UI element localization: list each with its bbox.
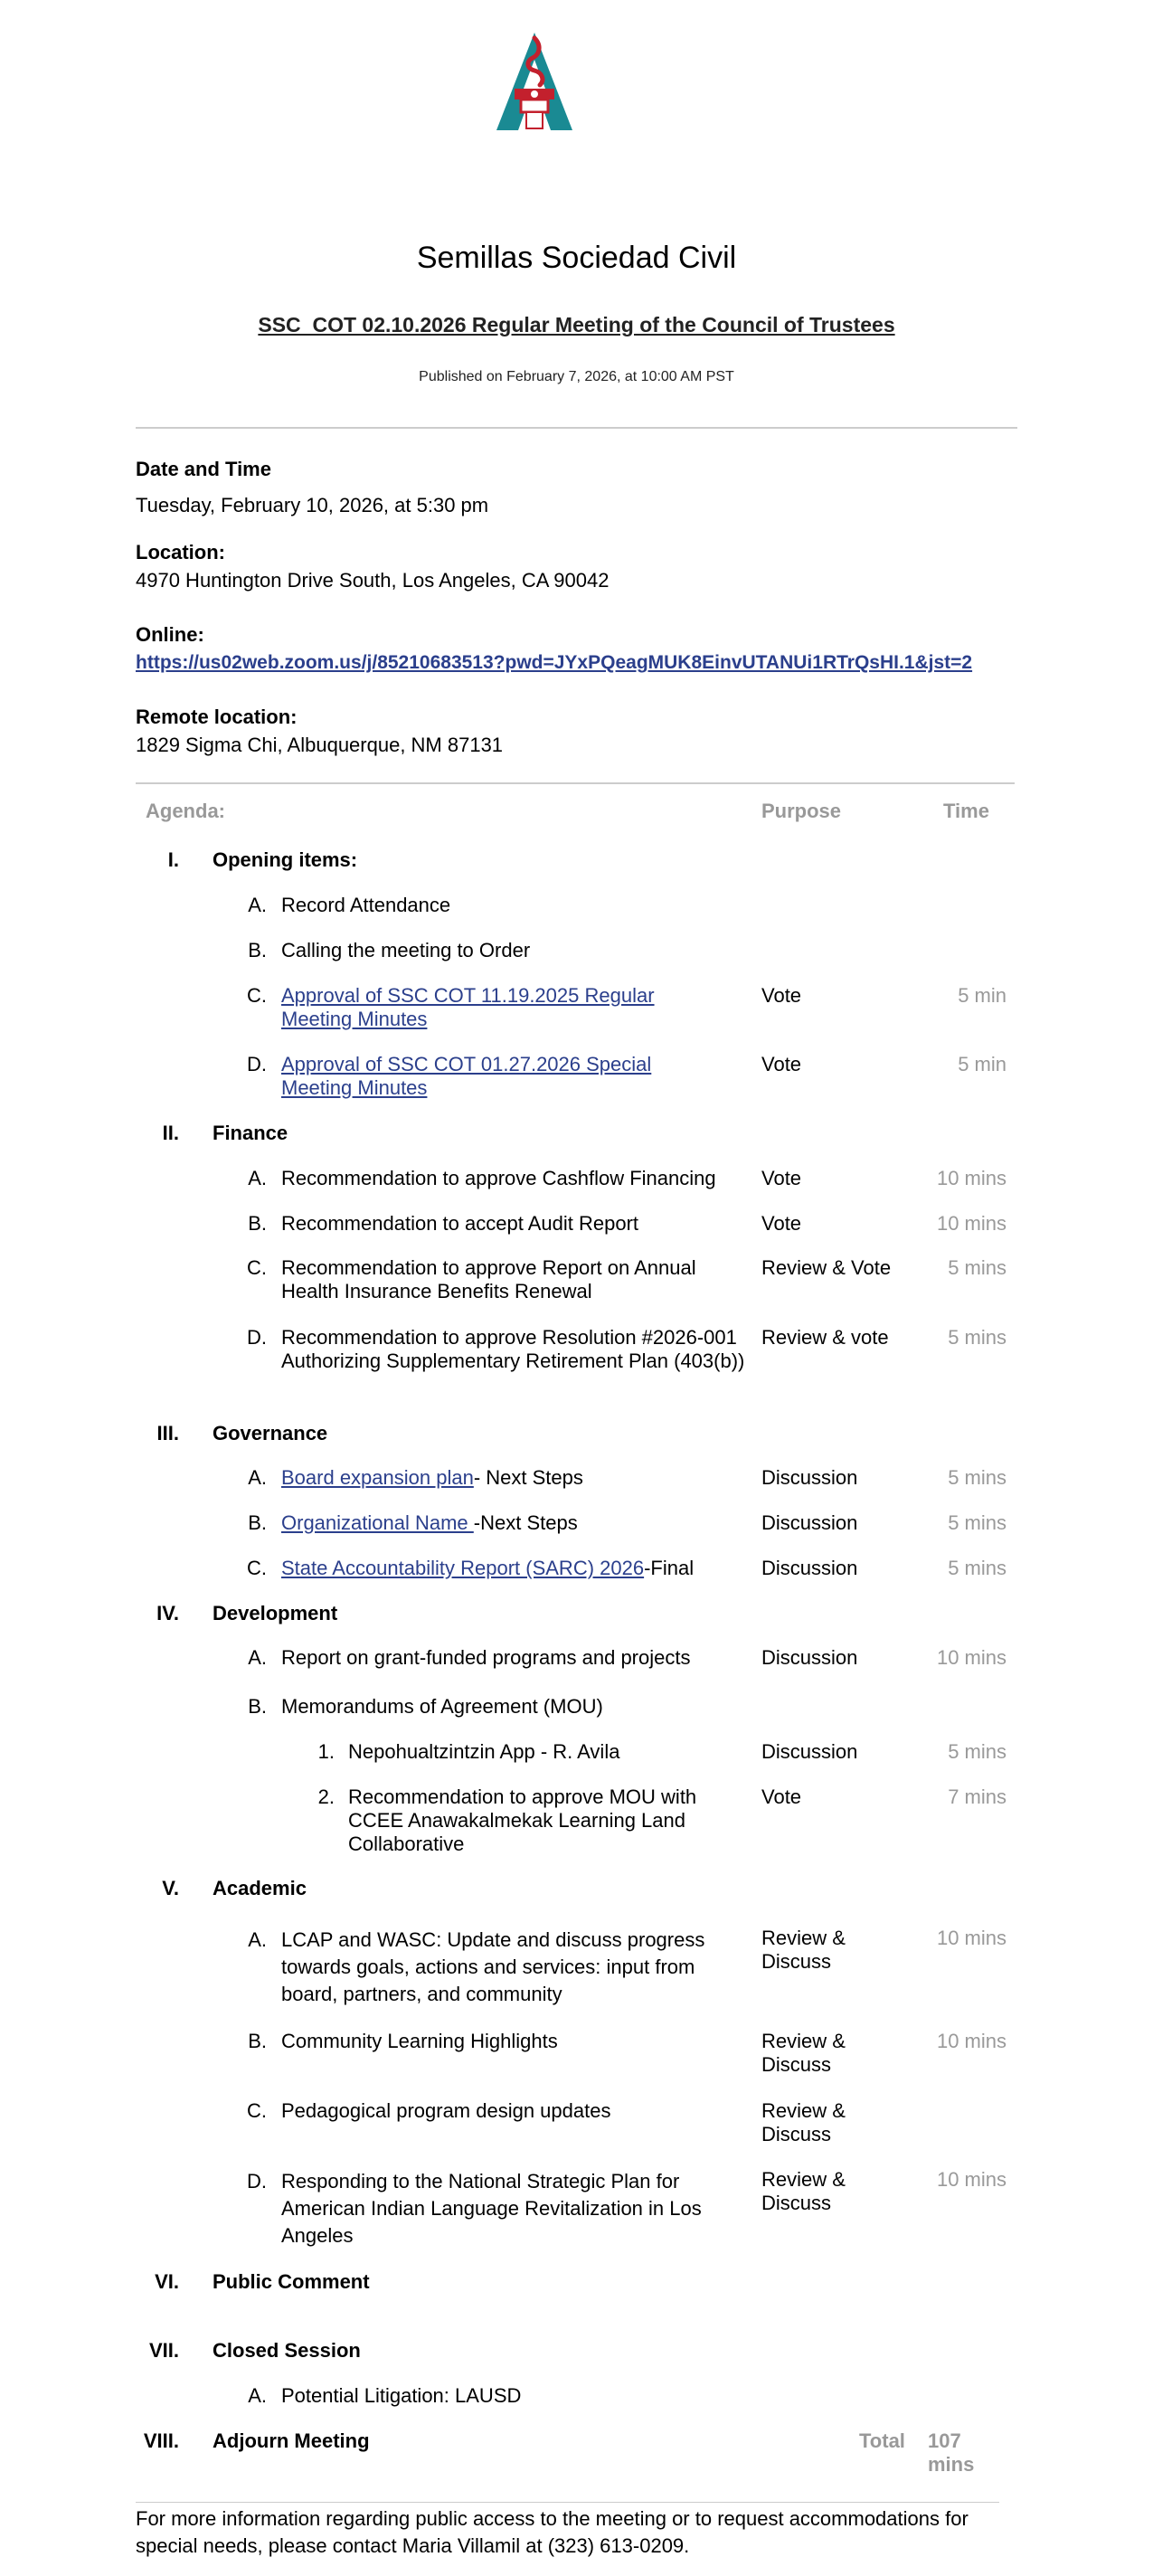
organizational-name-link[interactable]: Organizational Name xyxy=(281,1511,474,1534)
item-number: B. xyxy=(248,1212,267,1235)
section-title: Academic xyxy=(213,1877,307,1899)
board-expansion-link[interactable]: Board expansion plan xyxy=(281,1466,474,1489)
section-title: Opening items: xyxy=(213,848,358,871)
item-text: -Next Steps xyxy=(473,1511,578,1534)
item-time: 5 min xyxy=(958,984,1007,1007)
section-number: VI. xyxy=(155,2270,179,2293)
item-purpose: Vote xyxy=(761,984,802,1007)
item-time: 7 mins xyxy=(948,1785,1007,1808)
section-title: Closed Session xyxy=(213,2339,361,2362)
item-time: 5 mins xyxy=(948,1326,1007,1349)
item-text: Potential Litigation: LAUSD xyxy=(281,2384,522,2407)
subitem-text: Recommendation to approve MOU with CCEE Anawakalmekak Learning Land Collaborative xyxy=(348,1785,697,1855)
divider-agenda xyxy=(136,782,1015,784)
section-number: II. xyxy=(162,1122,179,1144)
item-purpose: Review & vote xyxy=(761,1326,889,1349)
item-purpose: Review & Discuss xyxy=(761,1927,846,1973)
item-text: Community Learning Highlights xyxy=(281,2030,558,2052)
item-text: Pedagogical program design updates xyxy=(281,2099,611,2122)
item-number: B. xyxy=(248,939,267,961)
zoom-link[interactable]: https://us02web.zoom.us/j/85210683513?pwd=JYxPQeagMUK8EinvUTANUi1RTrQsHI.1&jst=2 xyxy=(136,652,973,673)
remote-label: Remote location: xyxy=(136,706,298,728)
item-text: -Final xyxy=(644,1557,695,1579)
date-label: Date and Time xyxy=(136,458,271,480)
online-label: Online: xyxy=(136,623,204,646)
item-purpose: Review & Discuss xyxy=(761,2168,846,2214)
item-number: A. xyxy=(248,1928,267,1951)
item-text: Recommendation to accept Audit Report xyxy=(281,1212,639,1235)
item-number: D. xyxy=(247,2170,267,2192)
section-title: Governance xyxy=(213,1422,328,1444)
agenda-header: Agenda: xyxy=(146,800,225,822)
section-number: IV. xyxy=(156,1602,179,1624)
item-number: C. xyxy=(247,984,267,1007)
item-time: 10 mins xyxy=(936,1167,1007,1189)
location-label: Location: xyxy=(136,541,225,564)
section-number: III. xyxy=(156,1422,179,1444)
org-name: Semillas Sociedad Civil xyxy=(416,241,737,275)
item-number: B. xyxy=(248,1695,267,1718)
item-text: Recommendation to approve Resolution #2026-001 Authorizing Supplementary Retirement Plan (403(b)) xyxy=(281,1326,745,1372)
subitem-number: 1. xyxy=(317,1740,335,1763)
item-purpose: Discussion xyxy=(761,1646,858,1669)
item-text: - Next Steps xyxy=(473,1466,583,1489)
item-purpose: Discussion xyxy=(761,1557,858,1579)
item-purpose: Vote xyxy=(761,1167,802,1189)
divider-top xyxy=(136,427,1017,429)
item-purpose: Discussion xyxy=(761,1740,858,1763)
item-purpose: Review & Discuss xyxy=(761,2030,846,2076)
section-title: Public Comment xyxy=(213,2270,370,2293)
item-time: 5 mins xyxy=(948,1256,1007,1279)
item-time: 5 mins xyxy=(948,1740,1007,1763)
item-number: C. xyxy=(247,1256,267,1279)
item-purpose: Vote xyxy=(761,1212,802,1235)
item-number: A. xyxy=(248,2384,267,2407)
meeting-title: SSC_COT 02.10.2026 Regular Meeting of the Council of Trustees xyxy=(258,313,895,336)
item-purpose: Discussion xyxy=(761,1511,858,1534)
section-title: Development xyxy=(213,1602,338,1624)
item-time: 10 mins xyxy=(936,1646,1007,1669)
item-number: A. xyxy=(248,894,267,916)
date-value: Tuesday, February 10, 2026, at 5:30 pm xyxy=(136,494,489,516)
item-purpose: Review & Discuss xyxy=(761,2099,846,2145)
published-date: Published on February 7, 2026, at 10:00 AM PST xyxy=(419,369,734,384)
item-time: 5 mins xyxy=(948,1511,1007,1534)
item-time: 10 mins xyxy=(936,2030,1007,2052)
section-number: VII. xyxy=(148,2339,179,2362)
section-number: VIII. xyxy=(143,2429,179,2452)
subitem-text: Nepohualtzintzin App - R. Avila xyxy=(348,1740,620,1763)
item-time: 5 min xyxy=(958,1053,1007,1075)
subitem-number: 2. xyxy=(317,1785,335,1808)
section-title: Adjourn Meeting xyxy=(213,2429,370,2452)
item-purpose: Review & Vote xyxy=(761,1256,892,1279)
time-header: Time xyxy=(943,800,989,822)
item-number: A. xyxy=(248,1466,267,1489)
item-text: Record Attendance xyxy=(281,894,451,916)
item-number: B. xyxy=(248,2030,267,2052)
semillas-logo xyxy=(496,33,572,130)
item-number: B. xyxy=(248,1511,267,1534)
item-text: Recommendation to approve Report on Annual Health Insurance Benefits Renewal xyxy=(281,1256,696,1302)
section-title: Finance xyxy=(213,1122,288,1144)
item-number: A. xyxy=(248,1646,267,1669)
item-text: Memorandums of Agreement (MOU) xyxy=(281,1695,603,1718)
footer-note: For more information regarding public access to the meeting or to request accommodations for special needs, please contact Maria Villamil at (323) 613-0209. xyxy=(136,2507,969,2557)
item-number: A. xyxy=(248,1167,267,1189)
item-number: D. xyxy=(247,1326,267,1349)
location-value: 4970 Huntington Drive South, Los Angeles, CA 90042 xyxy=(136,569,610,592)
item-time: 10 mins xyxy=(936,1927,1007,1949)
minutes-link-2025-11-19[interactable]: Approval of SSC COT 11.19.2025 Regular Meeting Minutes xyxy=(281,984,655,1030)
item-number: C. xyxy=(247,2099,267,2122)
purpose-header: Purpose xyxy=(761,800,842,822)
item-time: 10 mins xyxy=(936,2168,1007,2191)
item-time: 5 mins xyxy=(948,1557,1007,1579)
total-value: 107 mins xyxy=(928,2429,975,2476)
item-time: 10 mins xyxy=(936,1212,1007,1235)
sarc-link[interactable]: State Accountability Report (SARC) 2026 xyxy=(281,1557,645,1579)
section-number: V. xyxy=(162,1877,179,1899)
total-label: Total xyxy=(859,2429,905,2452)
item-number: C. xyxy=(247,1557,267,1579)
item-text: LCAP and WASC: Update and discuss progress towards goals, actions and services: input from board, partners, and community xyxy=(281,1928,705,2005)
item-purpose: Vote xyxy=(761,1053,802,1075)
item-text: Responding to the National Strategic Plan for American Indian Language Revitalization in Los Angeles xyxy=(281,2170,702,2247)
remote-value: 1829 Sigma Chi, Albuquerque, NM 87131 xyxy=(136,734,504,756)
item-purpose: Discussion xyxy=(761,1466,858,1489)
minutes-link-2026-01-27[interactable]: Approval of SSC COT 01.27.2026 Special Meeting Minutes xyxy=(281,1053,652,1099)
divider-footer xyxy=(136,2502,999,2503)
item-text: Recommendation to approve Cashflow Financing xyxy=(281,1167,716,1189)
section-number: I. xyxy=(167,848,179,871)
item-time: 5 mins xyxy=(948,1466,1007,1489)
item-text: Calling the meeting to Order xyxy=(281,939,531,961)
item-purpose: Vote xyxy=(761,1785,802,1808)
item-number: D. xyxy=(247,1053,267,1075)
item-text: Report on grant-funded programs and projects xyxy=(281,1646,691,1669)
